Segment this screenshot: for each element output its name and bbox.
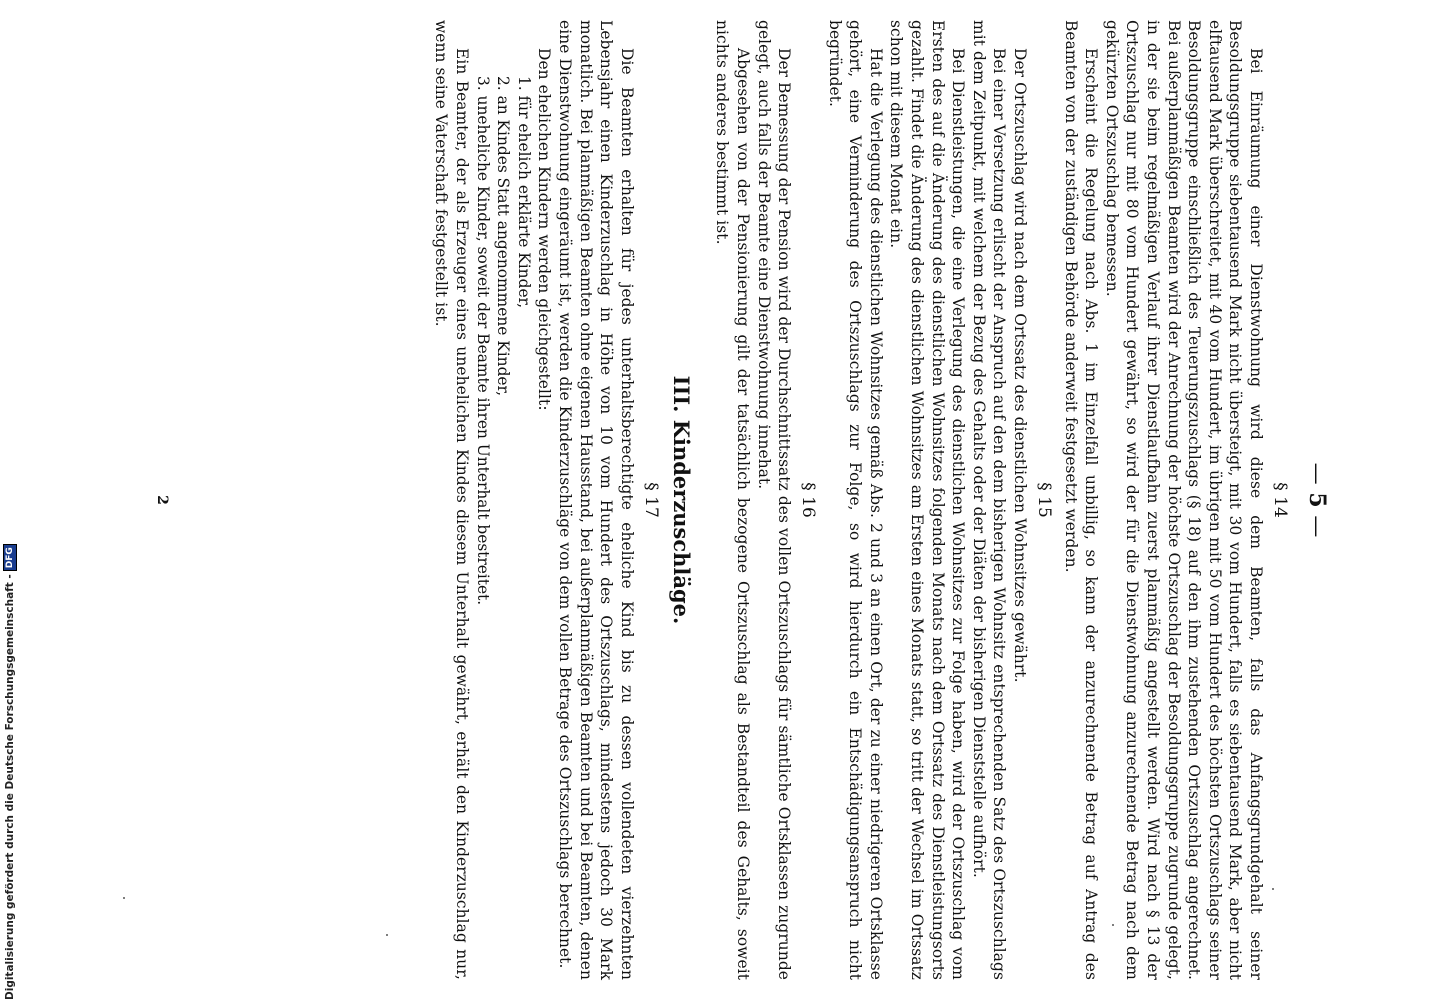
page-number-value: 5: [1304, 492, 1330, 508]
sheet-signature: 2: [154, 495, 170, 505]
section-15-paragraph-4: Hat die Verlegung des dienstlichen Wohnsitzes gemäß Abs. 2 und 3 an einen Ort, der zu einer niedrigeren Ortsklasse gehört, eine Verminderung des Ortszuschlags zur Folge, so wird hierdurch ein Entschädigungsanspruch nicht begründet.: [825, 20, 885, 980]
chapter-3-heading: III. Kinderzuschläge.: [668, 375, 694, 625]
page-body: [431, 20, 1296, 980]
section-14-paragraph-2: Erscheint die Regelung nach Abs. 1 im Einzelfall unbillig, so kann der anzurechnende Betrag auf Antrag des Beamten von der zuständigen Behörde anderweit festgesetzt werden.: [1061, 20, 1101, 980]
scan-speck: [123, 897, 125, 899]
section-17-paragraph-3: Ein Beamter, der als Erzeuger eines unehelichen Kindes diesem Unterhalt gewährt, erhält den Kinderzuschlag nur, wenn seine Vaterschaft festgestellt ist.: [432, 20, 471, 980]
digitization-credit: [0, 547, 20, 1000]
page-number-dash-right: —: [1304, 515, 1329, 538]
section-17-list-item: 3. uneheliche Kinder, soweit der Beamte ihren Unterhalt bestreitet.: [473, 76, 492, 606]
digitization-credit-text: Digitalisierung gefördert durch die Deutsche Forschungsgemeinschaft -: [4, 574, 16, 1000]
page-number: [1304, 20, 1330, 980]
scan-speck: [1112, 924, 1114, 926]
section-16-title: § 16: [798, 482, 819, 518]
section-17-list-item: 2. an Kindes Statt angenommene Kinder,: [494, 76, 513, 397]
section-17-list-item: 1. für ehelich erklärte Kinder,: [514, 76, 533, 309]
section-15-paragraph-2: Bei einer Versetzung erlischt der Anspruch auf den dem bisherigen Wohnsitz entsprechenden Satz des Ortszuschlags mit dem Zeitpunkt, mit welchem der Bezug des Gehalts oder der Diäten der bisherigen Dienststelle aufhört.: [969, 20, 1009, 980]
section-17-title: § 17: [640, 482, 661, 518]
section-14-paragraph-1: Bei Einräumung einer Dienstwohnung wird diese dem Beamten, falls das Anfangsgrundgehalt seiner Besoldungsgruppe siebentausend Mark nicht übersteigt, mit 30 vom Hundert, falls es siebentausend Mark, aber nicht elftausend Mark überschreitet, mit 40 vom Hundert, im übrigen mit 50 vom Hundert des höchsten Ortszuschlags seiner Besoldungsgruppe einschließlich des Teuerungszuschlags (§ 18) auf den ihm zustehenden Ortszuschlag angerechnet. Bei außerplanmäßigen Beamten wird der Anrechnung der höchste Ortszuschlag der Besoldungsgruppe zugrunde gelegt, in der sie beim regelmäßigen Verlauf ihrer Dienstlaufbahn zuerst planmäßig angestellt werden. Wird nach § 13 der Ortszuschlag nur mit 80 vom Hundert gewährt, so wird der für die Dienstwohnung anzurechnende Betrag nach dem gekürzten Ortszuschlag bemessen.: [1102, 20, 1265, 980]
section-14-title: § 14: [1270, 482, 1290, 518]
scan-speck: [1272, 888, 1274, 890]
section-15-title: § 15: [1034, 482, 1055, 518]
section-17-paragraph-1: Die Beamten erhalten für jedes unterhaltsberechtigte eheliche Kind bis zu dessen vollendeten vierzehnten Lebensjahr einen Kinderzuschlag in Höhe von 10 vom Hundert des Ortszuschlags, mindestens jedoch 30 Mark monatlich. Bei planmäßigen Beamten ohne eigenen Hausstand, bei außerplanmäßigen Beamten und bei Beamten, denen eine Dienstwohnung eingeräumt ist, werden die Kinderzuschläge von dem vollen Betrage des Ortszuschlags berechnet.: [555, 20, 636, 980]
page-number-dash-left: —: [1304, 462, 1329, 485]
scan-speck: [386, 934, 388, 936]
section-16-paragraph-2: Abgesehen von der Pensionierung gilt der tatsächlich bezogene Ortszuschlag als Bestandteil des Gehalts, soweit nichts anderes bestimmt ist.: [713, 20, 752, 980]
section-15-paragraph-1: Der Ortszuschlag wird nach dem Ortssatz des dienstlichen Wohnsitzes gewährt.: [1011, 48, 1030, 683]
section-15-paragraph-3: Bei Dienstleistungen, die eine Verlegung des dienstlichen Wohnsitzes zur Folge haben, wird der Ortszuschlag vom Ersten des auf die Änderung des dienstlichen Wohnsitzes folgenden Monats nach dem Ortssatz des Dienstleistungsorts gezahlt. Findet die Änderung des dienstlichen Wohnsitzes am Ersten eines Monats statt, so tritt der Wechsel im Ortssatz schon mit diesem Monat ein.: [887, 20, 968, 980]
section-17-paragraph-2: Den ehelichen Kindern werden gleichgestellt:: [535, 48, 554, 411]
dfg-logo: DFG: [3, 544, 17, 571]
rotated-document-page: [154, 20, 1330, 980]
section-16-paragraph-1: Der Bemessung der Pension wird der Durchschnittssatz des vollen Ortszuschlags für sämtliche Ortsklassen zugrunde gelegt, auch falls der Beamte eine Dienstwohnung innehat.: [754, 20, 794, 980]
